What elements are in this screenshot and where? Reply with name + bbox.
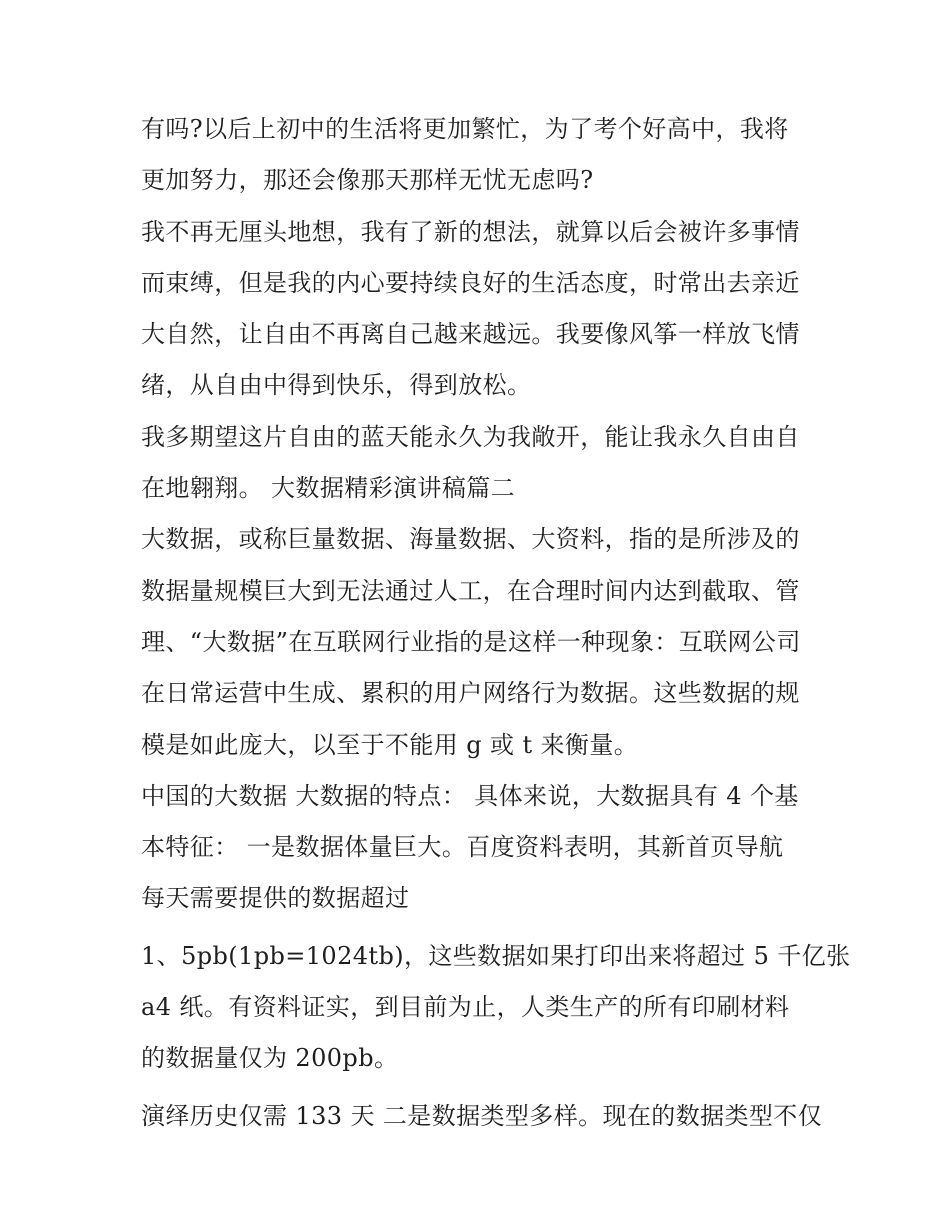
document-body: [141, 104, 851, 1142]
text-line: 理、“大数据”在互联网行业指的是这样一种现象：互联网公司: [141, 627, 801, 656]
text-line: 数据量规模巨大到无法通过人工，在合理时间内达到截取、管: [141, 576, 800, 605]
text-line: 在地翱翔。 大数据精彩演讲稿篇二: [141, 474, 516, 503]
text-line: 更加努力，那还会像那天那样无忧无虑吗?: [141, 166, 594, 195]
text-line: 有吗?以后上初中的生活将更加繁忙，为了考个好高中，我将: [141, 115, 789, 143]
text-line: 大数据，或称巨量数据、海量数据、大资料，指的是所涉及的: [141, 525, 800, 554]
text-line: 本特征： 一是数据体量巨大。百度资料表明，其新首页导航: [141, 833, 784, 862]
text-line: 大自然，让自由不再离自己越来越远。我要像风筝一样放飞情: [141, 320, 800, 349]
text-line: 而束缚，但是我的内心要持续良好的生活态度，时常出去亲近: [141, 268, 800, 297]
text-line: 在日常运营中生成、累积的用户网络行为数据。这些数据的规: [141, 679, 800, 708]
text-line: 绪，从自由中得到快乐，得到放松。: [141, 371, 532, 400]
text-line: 我不再无厘头地想，我有了新的想法，就算以后会被许多事情: [141, 217, 800, 246]
text-line: 演绎历史仅需 133 天 二是数据类型多样。现在的数据类型不仅: [141, 1101, 823, 1130]
text-line: 1、5pb(1pb=1024tb)，这些数据如果打印出来将超过 5 千亿张: [141, 941, 851, 970]
text-line: a4 纸。有资料证实，到目前为止，人类生产的所有印刷材料: [141, 993, 790, 1022]
text-line: 中国的大数据 大数据的特点： 具体来说，大数据具有 4 个基: [141, 781, 799, 810]
text-line: 的数据量仅为 200pb。: [141, 1044, 399, 1073]
text-line: 我多期望这片自由的蓝天能永久为我敞开，能让我永久自由自: [141, 422, 800, 451]
text-line: 模是如此庞大，以至于不能用 g 或 t 来衡量。: [141, 730, 639, 759]
text-line: 每天需要提供的数据超过: [141, 884, 410, 913]
